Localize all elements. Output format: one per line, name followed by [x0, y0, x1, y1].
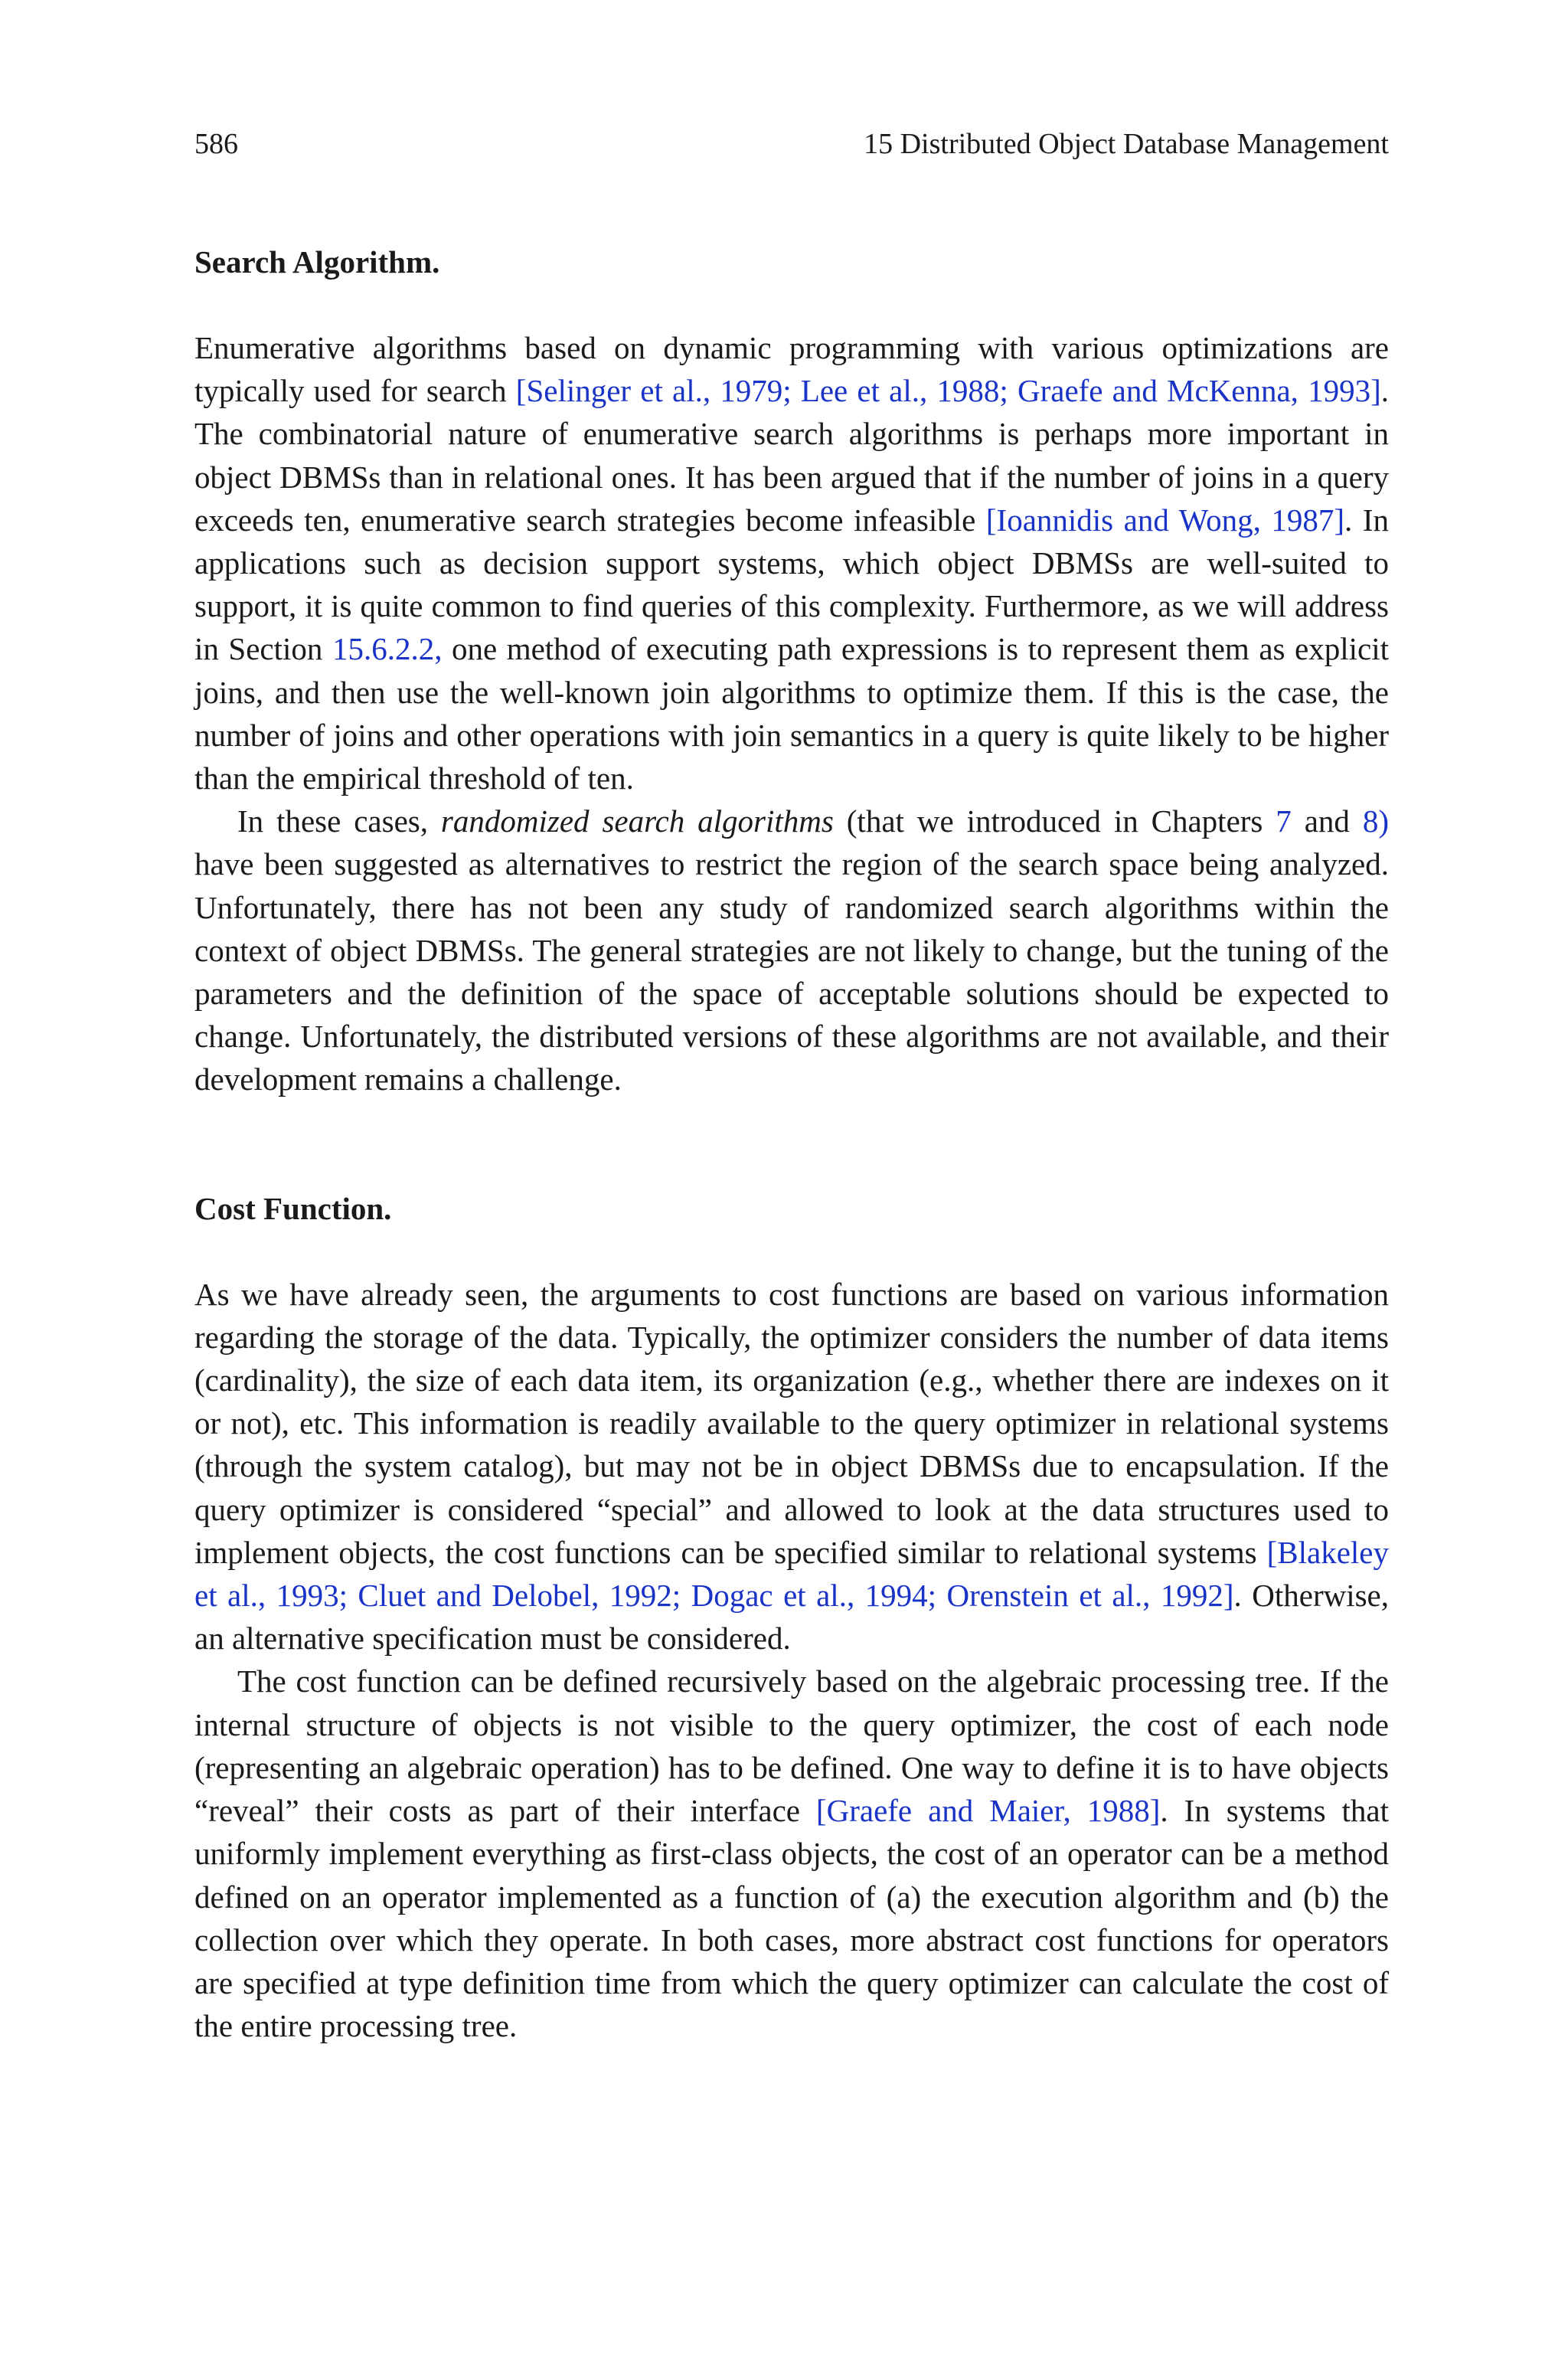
citation-link[interactable]: [Graefe and Maier, 1988] [815, 1793, 1161, 1829]
text-run: . The combinatorial nature of enumerative search algorithms is perhaps more important in object DBMSs than in relational ones. It has been argued that if the number of joins in a query exceeds ten, enumerative search strategies become infeasible [194, 373, 1390, 538]
text-run: The cost function can be defined recursively based on the algebraic processing tree. If the internal structure of objects is not visible to the query optimizer, the cost of each node (representing an algebraic operation) has to be defined. One way to define it is to have objects “reveal” their costs as part of their interface [194, 1663, 1389, 1829]
paragraph [194, 1273, 1389, 1660]
chapter-link[interactable]: 7 [1276, 803, 1292, 839]
text-run: . Otherwise, an alternative specification must be considered. [194, 1578, 1389, 1657]
text-run: As we have already seen, the arguments to cost functions are based on various information regarding the storage of the data. Typically, the optimizer considers the number of data items (cardinality), the size of each data item, its organization (e.g., whether there are indexes on it or not), etc. This information is readily available to the query optimizer in relational systems (through the system catalog), but may not be in object DBMSs due to encapsulation. If the query optimizer is considered “special” and allowed to look at the data structures used to implement objects, the cost functions can be specified similar to relational systems [194, 1276, 1389, 1570]
citation-link[interactable]: [Selinger et al., 1979; Lee et al., 1988; Graefe and McKenna, 1993] [515, 373, 1381, 409]
text-run: one method of executing path expressions is to represent them as explicit joins, and then use the well-known join algorithms to optimize them. If this is the case, the number of joins and other operations with join semantics in a query is quite likely to be higher than the empirical threshold of ten. [194, 631, 1389, 796]
paragraph [194, 800, 1389, 1101]
section-link[interactable]: 15.6.2.2, [332, 631, 443, 667]
text-run: In these cases, [237, 803, 441, 839]
book-page [194, 123, 1389, 2047]
running-header [194, 123, 1389, 165]
text-run: and [1291, 803, 1363, 839]
text-run: have been suggested as alternatives to restrict the region of the search space being analyzed. Unfortunately, there has not been any study of randomized search algorithms within the context of object DBMSs. The general strategies are not likely to change, but the tuning of the parameters and the definition of the space of acceptable solutions should be expected to change. Unfortunately, the distributed versions of these algorithms are not available, and their development remains a challenge. [194, 846, 1389, 1097]
text-run: . In systems that uniformly implement everything as first-class objects, the cost of an operator can be a method defined on an operator implemented as a function of (a) the execution algorithm and (b) the collection over which they operate. In both cases, more abstract cost functions for operators are specified at type definition time from which the query optimizer can calculate the cost of the entire processing tree. [194, 1793, 1389, 2044]
chapter-link[interactable]: 8) [1362, 803, 1389, 839]
paragraph [194, 1660, 1389, 2047]
text-run: (that we introduced in Chapters [833, 803, 1276, 839]
chapter-title: 15 Distributed Object Database Management [864, 128, 1389, 160]
emphasis-text: randomized search algorithms [440, 803, 834, 839]
text-run: . In applications such as decision support systems, which object DBMSs are well-suited to support, it is quite common to find queries of this complexity. Furthermore, as we will address in Section [194, 502, 1389, 667]
citation-link[interactable]: [Ioannidis and Wong, 1987] [985, 502, 1345, 538]
section-heading-search-algorithm: Search Algorithm. [194, 244, 440, 280]
page-number: 586 [194, 128, 238, 160]
citation-link[interactable]: [Blakeley et al., 1993; Cluet and Delobel, 1992; Dogac et al., 1994; Orenstein et al., 1992] [194, 1534, 1389, 1614]
section-heading-cost-function: Cost Function. [194, 1190, 392, 1226]
text-run: Enumerative algorithms based on dynamic programming with various optimizations are typically used for search [194, 330, 1389, 409]
paragraph [194, 326, 1389, 800]
